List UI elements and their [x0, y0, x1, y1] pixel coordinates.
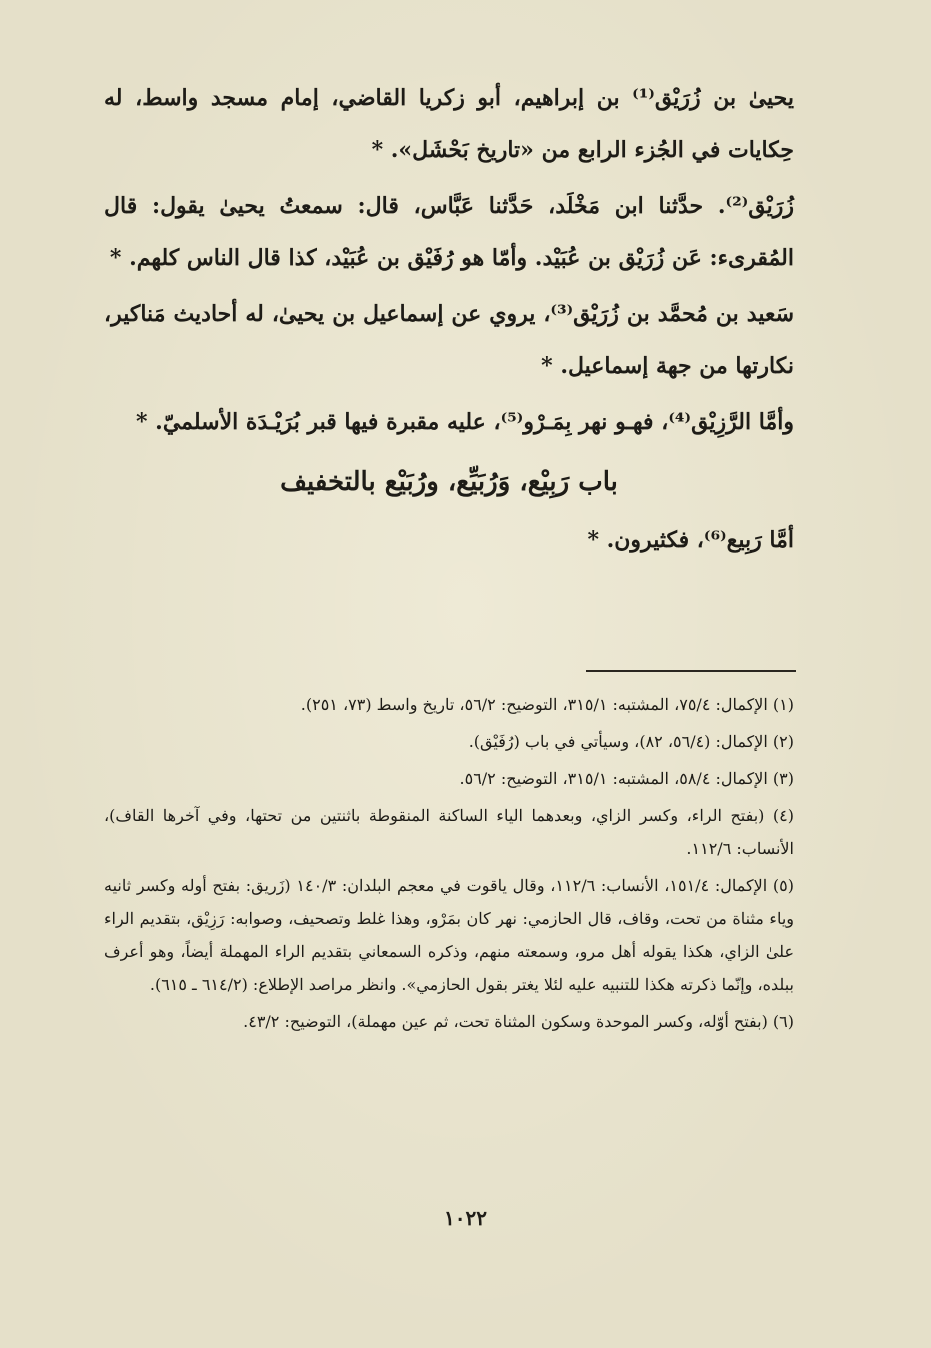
page-number: ١٠٢٢ — [444, 1206, 487, 1230]
footnote-divider — [586, 670, 796, 672]
footnote-4: (٤) (بفتح الراء، وكسر الزاي، وبعدهما الياء الساكنة المنقوطة باثنتين من تحتها، وفي آخرها القاف)، الأنساب: ١١٢/٦. — [104, 806, 794, 858]
footnote-2: (٢) الإكمال: (٥٦/٤، ٨٢)، وسيأتي في باب (رُفَيْق). — [468, 732, 794, 751]
footnote-3: (٣) الإكمال: ٥٨/٤، المشتبه: ٣١٥/١، التوضيح: ٥٦/٢. — [459, 769, 794, 788]
footnote-6: (٦) (بفتح أوّله، وكسر الموحدة وسكون المثناة تحت، ثم عين مهملة)، التوضيح: ٤٣/٢. — [243, 1012, 794, 1031]
footnote-5: (٥) الإكمال: ١٥١/٤، الأنساب: ١١٢/٦، وقال ياقوت في معجم البلدان: ١٤٠/٣ (زَريق: بفتح أوله وكسر ثانيه وياء مثناة من تحت، وقاف، قال الحازمي: نهر كان بمَرْو، وهذا غلط وتصحيف، وصوابه: رَزِيْق، بتقديم الراء علىٰ الزاي، هكذا يقوله أهل مرو، وسمعته منهم، وذكره السمعاني بتقديم الراء المهملة أيضاً، وهو أعرف ببلده، وإنّما ذكرته هكذا للتنبيه عليه لئلا يغتر بقول الحازمي». وانظر مراصد الإطلاع: (٦١٤/٢ ـ ٦١٥). — [104, 876, 794, 994]
entry-rabi: أمَّا رَبِيع⁽⁶⁾، فكثيرون. * — [587, 527, 794, 553]
entry-al-raziq: وأمَّا الرَّزِيْق⁽⁴⁾، فهـو نهر بِمَـرْو⁽⁵⁾، عليه مقبرة فيها قبر بُرَيْـدَة الأسلميّ. * — [136, 409, 794, 435]
section-heading: باب رَبِيْع، وَرُبَيِّع، ورُبَيْع بالتخفيف — [280, 467, 618, 497]
entry-said-ibn-muhammad: سَعيد بن مُحمَّد بن زُرَيْق⁽³⁾، يروي عن إسماعيل بن يحيىٰ، له أحاديث مَناكير، نكارتها من جهة إسماعيل. * — [104, 301, 795, 379]
main-text — [104, 72, 794, 570]
entry-yahya-ibn-zurayq: يحيىٰ بن زُرَيْق⁽¹⁾ بن إبراهيم، أبو زكريا القاضي، إمام مسجد واسط، له حِكايات في الجُزء الرابع من «تاريخ بَحْشَل». * — [104, 85, 794, 163]
footnote-1: (١) الإكمال: ٧٥/٤، المشتبه: ٣١٥/١، التوضيح: ٥٦/٢، تاريخ واسط (٧٣، ٢٥١). — [300, 695, 794, 714]
entry-zurayq: زُرَيْق⁽²⁾. حدَّثنا ابن مَخْلَد، حَدَّثنا عَبَّاس، قال: سمعتُ يحيىٰ يقول: قال المُقرىء: عَن زُرَيْق بن عُبَيْد. وأمّا هو رُفَيْق بن عُبَيْد، كذا قال الناس كلهم. * — [104, 193, 794, 271]
footnotes — [104, 688, 794, 1042]
